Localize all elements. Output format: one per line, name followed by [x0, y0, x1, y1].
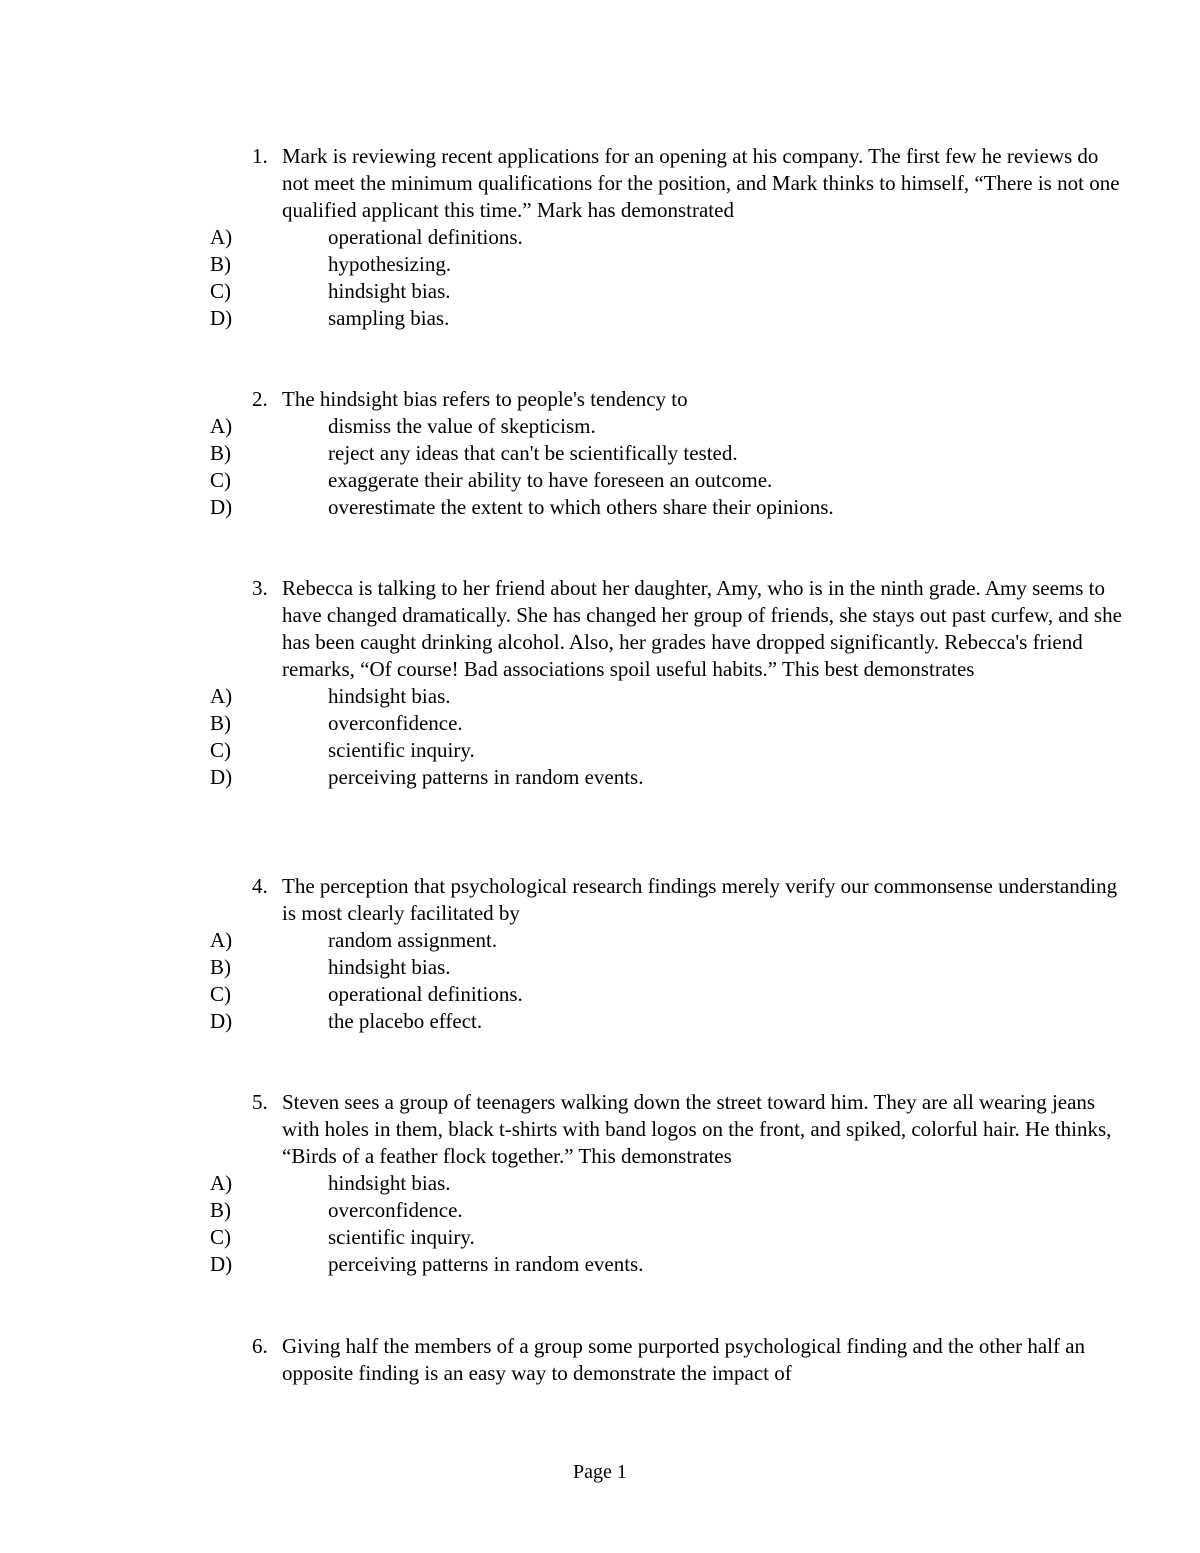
question-text: Mark is reviewing recent applications for an opening at his company. The first few he reviews do not meet the minimum qualifications for the position, and Mark thinks to himself, “There is not one qualified applicant this time.” Mark has demonstrated — [282, 144, 1120, 222]
page-footer — [0, 1460, 1200, 1484]
option-letter: A) — [210, 225, 233, 249]
option-b — [210, 954, 1130, 981]
option-a — [210, 224, 1130, 251]
question-stem — [210, 1089, 1130, 1170]
option-letter: C) — [210, 1225, 231, 1249]
question-number: 3. — [252, 576, 268, 600]
option-letter: B) — [210, 441, 231, 465]
option-text: overconfidence. — [328, 1198, 463, 1222]
option-text: scientific inquiry. — [328, 1225, 475, 1249]
option-letter: D) — [210, 1009, 233, 1033]
option-letter: C) — [210, 279, 231, 303]
question-1 — [210, 143, 1130, 332]
page-number: Page 1 — [573, 1461, 627, 1483]
option-d — [210, 1008, 1130, 1035]
option-text: sampling bias. — [328, 306, 450, 330]
option-letter: B) — [210, 1198, 231, 1222]
option-text: perceiving patterns in random events. — [328, 765, 644, 789]
option-letter: A) — [210, 928, 233, 952]
option-letter: D) — [210, 306, 233, 330]
option-text: hindsight bias. — [328, 279, 451, 303]
question-number: 1. — [252, 144, 268, 168]
option-letter: A) — [210, 414, 233, 438]
option-text: the placebo effect. — [328, 1009, 483, 1033]
question-stem — [210, 143, 1130, 224]
question-number: 4. — [252, 874, 268, 898]
option-a — [210, 927, 1130, 954]
question-stem — [210, 1333, 1130, 1387]
option-b — [210, 251, 1130, 278]
question-6 — [210, 1333, 1130, 1387]
question-number: 5. — [252, 1090, 268, 1114]
option-a — [210, 413, 1130, 440]
option-letter: D) — [210, 765, 233, 789]
option-b — [210, 710, 1130, 737]
option-text: hypothesizing. — [328, 252, 452, 276]
question-text: Rebecca is talking to her friend about her daughter, Amy, who is in the ninth grade. Amy seems to have changed dramatically. She has changed her group of friends, she stays out past curfew, and she has been caught drinking alcohol. Also, her grades have dropped significantly. Rebecca's friend remarks, “Of course! Bad associations spoil useful habits.” This best demonstrates — [282, 576, 1122, 681]
option-a — [210, 683, 1130, 710]
option-c — [210, 467, 1130, 494]
question-text: Steven sees a group of teenagers walking down the street toward him. They are all wearing jeans with holes in them, black t-shirts with band logos on the front, and spiked, colorful hair. He thinks, “Birds of a feather flock together.” This demonstrates — [282, 1090, 1112, 1168]
option-c — [210, 981, 1130, 1008]
question-stem — [210, 575, 1130, 683]
option-d — [210, 494, 1130, 521]
option-c — [210, 737, 1130, 764]
option-letter: B) — [210, 252, 231, 276]
option-text: perceiving patterns in random events. — [328, 1252, 644, 1276]
option-text: random assignment. — [328, 928, 498, 952]
question-5 — [210, 1089, 1130, 1278]
option-letter: B) — [210, 955, 231, 979]
option-a — [210, 1170, 1130, 1197]
question-stem — [210, 386, 1130, 413]
question-4 — [210, 873, 1130, 1035]
option-text: hindsight bias. — [328, 1171, 451, 1195]
option-letter: A) — [210, 684, 233, 708]
option-text: operational definitions. — [328, 225, 523, 249]
option-d — [210, 764, 1130, 791]
question-text: Giving half the members of a group some purported psychological finding and the other half an opposite finding is an easy way to demonstrate the impact of — [282, 1334, 1086, 1385]
option-text: overconfidence. — [328, 711, 463, 735]
option-text: overestimate the extent to which others share their opinions. — [328, 495, 834, 519]
option-letter: D) — [210, 495, 233, 519]
option-text: hindsight bias. — [328, 684, 451, 708]
question-3 — [210, 575, 1130, 791]
option-text: exaggerate their ability to have foreseen an outcome. — [328, 468, 773, 492]
option-b — [210, 440, 1130, 467]
option-letter: D) — [210, 1252, 233, 1276]
option-text: reject any ideas that can't be scientifically tested. — [328, 441, 738, 465]
option-d — [210, 305, 1130, 332]
option-text: scientific inquiry. — [328, 738, 475, 762]
option-letter: B) — [210, 711, 231, 735]
option-letter: C) — [210, 468, 231, 492]
option-text: dismiss the value of skepticism. — [328, 414, 596, 438]
question-text: The perception that psychological research findings merely verify our commonsense understanding is most clearly facilitated by — [282, 874, 1118, 925]
question-stem — [210, 873, 1130, 927]
question-text: The hindsight bias refers to people's tendency to — [282, 387, 688, 411]
option-letter: C) — [210, 982, 231, 1006]
question-2 — [210, 386, 1130, 521]
option-c — [210, 1224, 1130, 1251]
option-letter: A) — [210, 1171, 233, 1195]
option-letter: C) — [210, 738, 231, 762]
question-number: 6. — [252, 1334, 268, 1358]
option-b — [210, 1197, 1130, 1224]
option-c — [210, 278, 1130, 305]
option-text: hindsight bias. — [328, 955, 451, 979]
option-d — [210, 1251, 1130, 1278]
option-text: operational definitions. — [328, 982, 523, 1006]
question-number: 2. — [252, 387, 268, 411]
